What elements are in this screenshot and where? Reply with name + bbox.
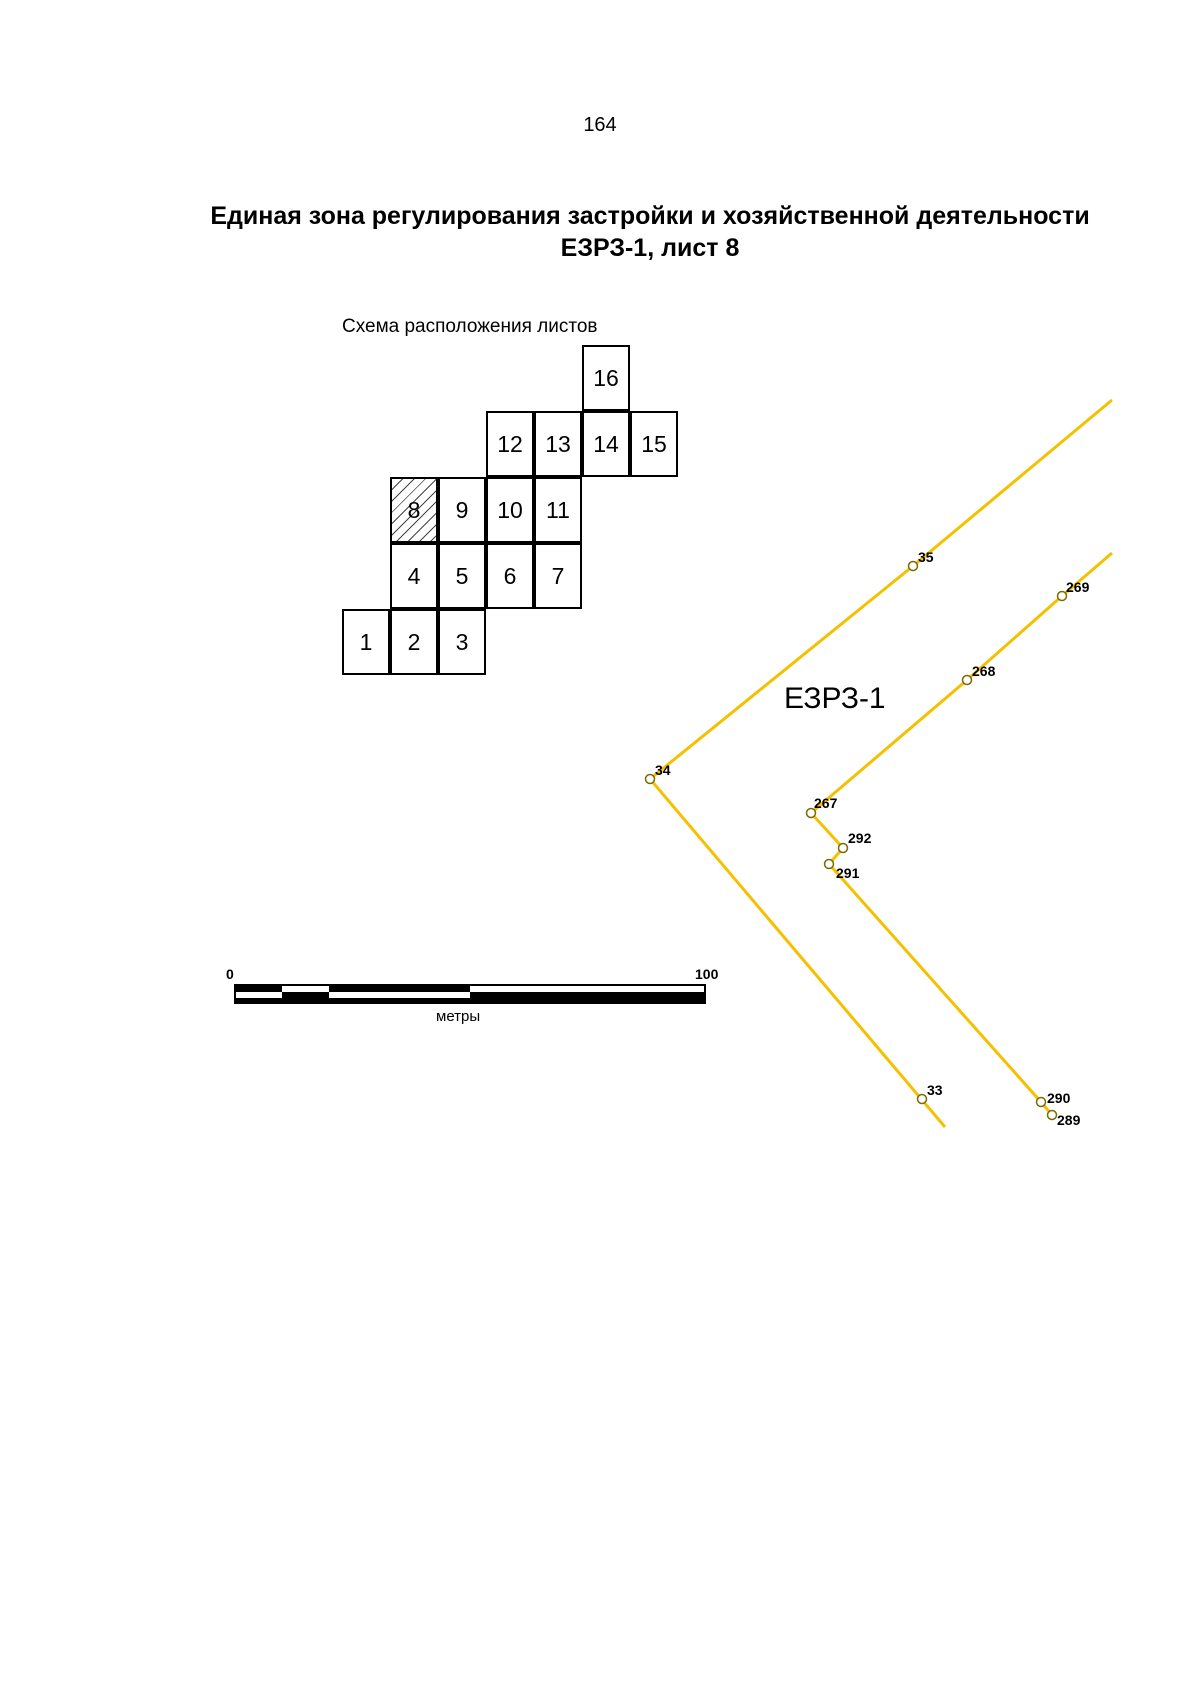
boundary-point <box>918 1082 943 1104</box>
sheet-cell: 16 <box>582 345 630 411</box>
scale-unit-label: метры <box>436 1008 481 1025</box>
sheet-cell: 15 <box>630 411 678 477</box>
sheet-cell: 12 <box>486 411 534 477</box>
point-label: 269 <box>1066 579 1090 595</box>
boundary-point <box>646 762 671 784</box>
sheet-cell: 3 <box>438 609 486 675</box>
point-label: 289 <box>1057 1112 1081 1128</box>
point-label: 267 <box>814 795 838 811</box>
sheet-cell: 2 <box>390 609 438 675</box>
zone-boundary-outer <box>650 400 1112 1127</box>
sheet-cell: 4 <box>390 543 438 609</box>
boundary-point <box>963 663 996 685</box>
point-label: 268 <box>972 663 996 679</box>
boundary-point <box>1037 1090 1071 1107</box>
scale-bar <box>234 984 706 1004</box>
title-line-2: ЕЗРЗ-1, лист 8 <box>560 234 740 262</box>
point-label: 33 <box>927 1082 943 1098</box>
sheet-cell: 6 <box>486 543 534 609</box>
sheet-cell: 13 <box>534 411 582 477</box>
boundary-point <box>825 860 860 882</box>
sheet-cell: 7 <box>534 543 582 609</box>
sheet-cell: 9 <box>438 477 486 543</box>
scale-min-label: 0 <box>226 966 234 982</box>
sheet-cell: 14 <box>582 411 630 477</box>
scale-bar-segment <box>236 992 282 998</box>
scale-bar-segment <box>470 986 704 992</box>
scale-bar-segment <box>329 992 470 998</box>
point-label: 292 <box>848 830 872 846</box>
sheet-index-caption: Схема расположения листов <box>342 316 598 337</box>
point-label: 291 <box>836 865 860 881</box>
scale-max-label: 100 <box>695 966 719 982</box>
title-line-1: Единая зона регулирования застройки и хозяйственной деятельности <box>210 202 1090 230</box>
sheet-cell: 10 <box>486 477 534 543</box>
boundary-point <box>807 795 838 818</box>
boundary-point <box>909 549 934 571</box>
sheet-cell: 11 <box>534 477 582 543</box>
zone-label: ЕЗРЗ-1 <box>784 682 886 715</box>
sheet-cell: 1 <box>342 609 390 675</box>
sheet-cell: 5 <box>438 543 486 609</box>
sheet-cell-current: 8 <box>390 477 438 543</box>
boundary-point <box>1058 579 1090 601</box>
point-label: 290 <box>1047 1090 1071 1106</box>
point-label: 34 <box>655 762 671 778</box>
page-number: 164 <box>583 114 617 136</box>
boundary-point <box>839 830 872 853</box>
scale-bar-segment <box>282 986 329 992</box>
boundary-point <box>1048 1111 1081 1129</box>
point-label: 35 <box>918 549 934 565</box>
